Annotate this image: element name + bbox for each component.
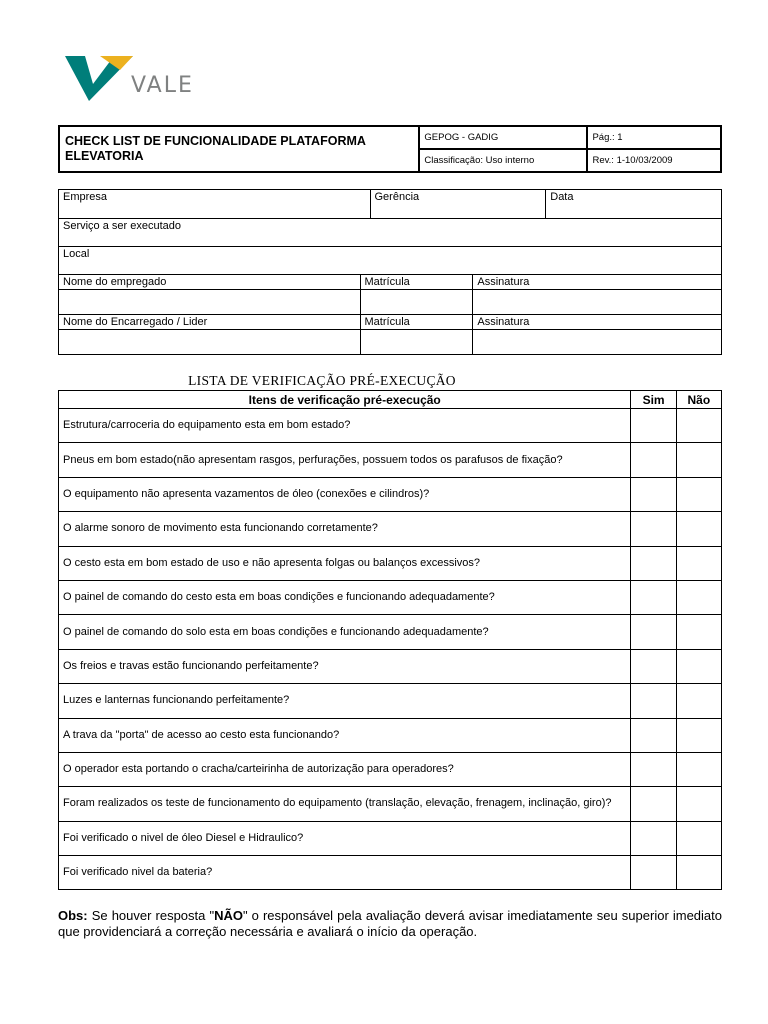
checklist-row	[59, 580, 722, 614]
checklist-row	[59, 649, 722, 683]
checkbox-nao[interactable]	[676, 684, 721, 718]
checklist-item-text: Estrutura/carroceria do equipamento esta em bom estado?	[59, 409, 631, 443]
assinatura-encarregado-field[interactable]	[473, 330, 722, 355]
checklist-row	[59, 718, 722, 752]
checklist-row	[59, 821, 722, 855]
checkbox-sim[interactable]	[631, 512, 676, 546]
nome-encarregado-label: Nome do Encarregado / Lider	[59, 315, 361, 330]
checkbox-nao[interactable]	[676, 856, 721, 890]
checklist-item-text: Foi verificado o nivel de óleo Diesel e Hidraulico?	[59, 821, 631, 855]
matricula-encarregado-label: Matrícula	[360, 315, 473, 330]
obs-text-before: Se houver resposta "	[87, 908, 215, 923]
checkbox-sim[interactable]	[631, 546, 676, 580]
assinatura-label: Assinatura	[473, 275, 722, 290]
checkbox-nao[interactable]	[676, 649, 721, 683]
empresa-field[interactable]: Empresa	[59, 190, 371, 219]
checkbox-sim[interactable]	[631, 649, 676, 683]
nome-empregado-field[interactable]	[59, 290, 361, 315]
checklist-row	[59, 443, 722, 477]
checklist-item-text: O painel de comando do cesto esta em boas condições e funcionando adequadamente?	[59, 580, 631, 614]
obs-text-after: " o responsável pela avaliação deverá avisar imediatamente seu superior imediato que providenciará a correção necessária e avaliará o início da operação.	[58, 908, 722, 939]
sim-column-header: Sim	[631, 391, 676, 409]
checklist-row	[59, 787, 722, 821]
checklist-item-text: O equipamento não apresenta vazamentos de óleo (conexões e cilindros)?	[59, 477, 631, 511]
checkbox-sim[interactable]	[631, 684, 676, 718]
checklist-row	[59, 615, 722, 649]
checklist-item-text: Foi verificado nivel da bateria?	[59, 856, 631, 890]
checkbox-nao[interactable]	[676, 615, 721, 649]
nao-column-header: Não	[676, 391, 721, 409]
checkbox-sim[interactable]	[631, 752, 676, 786]
checklist-row	[59, 752, 722, 786]
checklist-item-text: O painel de comando do solo esta em boas condições e funcionando adequadamente?	[59, 615, 631, 649]
nome-encarregado-field[interactable]	[59, 330, 361, 355]
checkbox-nao[interactable]	[676, 821, 721, 855]
checklist-row	[59, 409, 722, 443]
checklist-item-text: A trava da "porta" de acesso ao cesto esta funcionando?	[59, 718, 631, 752]
checklist-item-text: Luzes e lanternas funcionando perfeitamente?	[59, 684, 631, 718]
checkbox-nao[interactable]	[676, 718, 721, 752]
checklist-item-text: O alarme sonoro de movimento esta funcionando corretamente?	[59, 512, 631, 546]
document-title: CHECK LIST DE FUNCIONALIDADE PLATAFORMA ELEVATORIA	[59, 126, 419, 172]
items-column-header: Itens de verificação pré-execução	[59, 391, 631, 409]
checkbox-sim[interactable]	[631, 443, 676, 477]
checklist-row	[59, 512, 722, 546]
checkbox-nao[interactable]	[676, 580, 721, 614]
revision: Rev.: 1-10/03/2009	[587, 149, 721, 172]
observation-note	[58, 908, 722, 940]
checklist-item-text: Os freios e travas estão funcionando perfeitamente?	[59, 649, 631, 683]
checkbox-sim[interactable]	[631, 580, 676, 614]
checklist-item-text: O operador esta portando o cracha/carteirinha de autorização para operadores?	[59, 752, 631, 786]
checkbox-sim[interactable]	[631, 856, 676, 890]
checkbox-sim[interactable]	[631, 718, 676, 752]
checklist-subtitle: LISTA DE VERIFICAÇÃO PRÉ-EXECUÇÃO	[188, 373, 456, 388]
checkbox-sim[interactable]	[631, 821, 676, 855]
assinatura-field[interactable]	[473, 290, 722, 315]
nome-empregado-label: Nome do empregado	[59, 275, 361, 290]
department-code: GEPOG - GADIG	[419, 126, 587, 149]
checklist-table	[58, 390, 722, 890]
page-number: Pág.: 1	[587, 126, 721, 149]
checkbox-nao[interactable]	[676, 443, 721, 477]
matricula-label: Matrícula	[360, 275, 473, 290]
checklist-item-text: Pneus em bom estado(não apresentam rasgos, perfurações, possuem todos os parafusos de fixação?	[59, 443, 631, 477]
checkbox-nao[interactable]	[676, 512, 721, 546]
checklist-row	[59, 684, 722, 718]
matricula-encarregado-field[interactable]	[360, 330, 473, 355]
checkbox-sim[interactable]	[631, 787, 676, 821]
matricula-field[interactable]	[360, 290, 473, 315]
servico-field[interactable]: Serviço a ser executado	[59, 219, 722, 247]
classification: Classificação: Uso interno	[419, 149, 587, 172]
checkbox-nao[interactable]	[676, 752, 721, 786]
obs-emphasis: NÃO	[214, 908, 243, 923]
checklist-row	[59, 856, 722, 890]
checkbox-sim[interactable]	[631, 615, 676, 649]
data-field[interactable]: Data	[546, 190, 722, 219]
local-field[interactable]: Local	[59, 247, 722, 275]
checklist-item-text: Foram realizados os teste de funcionamento do equipamento (translação, elevação, frenagem, inclinação, giro)?	[59, 787, 631, 821]
obs-label: Obs:	[58, 908, 88, 923]
checkbox-sim[interactable]	[631, 409, 676, 443]
header-table	[58, 125, 722, 173]
checklist-row	[59, 477, 722, 511]
gerencia-field[interactable]: Gerência	[370, 190, 546, 219]
checkbox-nao[interactable]	[676, 787, 721, 821]
checkbox-nao[interactable]	[676, 546, 721, 580]
checkbox-sim[interactable]	[631, 477, 676, 511]
checklist-row	[59, 546, 722, 580]
checkbox-nao[interactable]	[676, 477, 721, 511]
checkbox-nao[interactable]	[676, 409, 721, 443]
assinatura-encarregado-label: Assinatura	[473, 315, 722, 330]
checklist-item-text: O cesto esta em bom estado de uso e não apresenta folgas ou balanços excessivos?	[59, 546, 631, 580]
info-table	[58, 189, 722, 355]
logo-text: VALE	[131, 73, 194, 98]
